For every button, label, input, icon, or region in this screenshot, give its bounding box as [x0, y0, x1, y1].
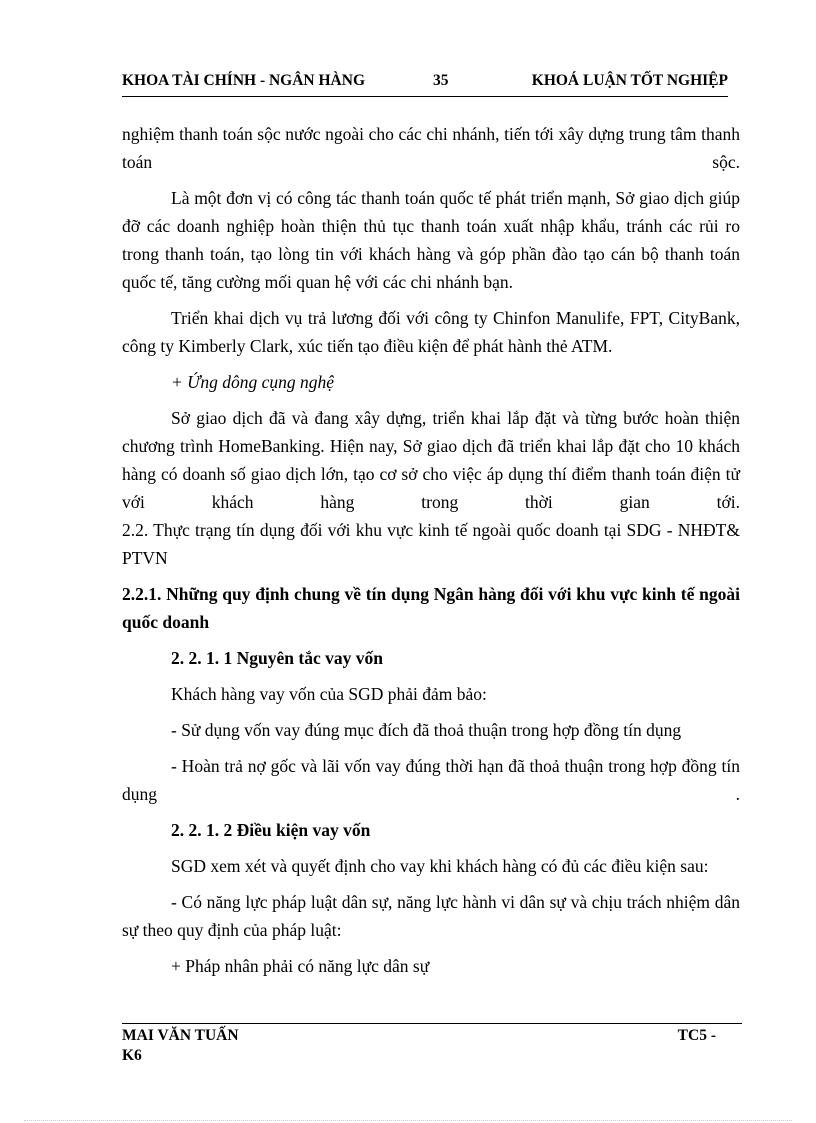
header-thesis-title: KHOÁ LUẬN TỐT NGHIỆP — [531, 72, 728, 89]
document-body — [122, 120, 740, 980]
header-divider — [122, 96, 728, 97]
footer-divider — [122, 1023, 742, 1024]
paragraph-payroll-service: Triển khai dịch vụ trả lương đối với công ty Chinfon Manulife, FPT, CityBank, công ty Kimberly Clark, xúc tiến tạo điều kiện để phát hành thẻ ATM. — [122, 308, 740, 356]
footer-class-year: K6 — [122, 1047, 142, 1064]
paragraph-borrower-requirements: Khách hàng vay vốn của SGD phải đảm bảo: — [171, 684, 487, 704]
section-heading-2-2-1: 2.2.1. Những quy định chung về tín dụng Ngân hàng đối với khu vực kinh tế ngoài quốc doanh — [122, 584, 740, 632]
footer-class-code: TC5 - — [677, 1027, 716, 1044]
paragraph-homebanking: Sở giao dịch đã và đang xây dựng, triển khai lắp đặt và từng bước hoàn thiện chương trình HomeBanking. Hiện nay, Sở giao dịch đã triển khai lắp đặt cho 10 khách hàng có doanh số giao dịch lớn, tạo cơ sở cho việc áp dụng thí điểm thanh toán điện tử với khách hàng trong thời gian tới. — [122, 408, 740, 512]
subsection-heading-2-2-1-1: 2. 2. 1. 1 Nguyên tắc vay vốn — [171, 648, 383, 668]
list-item-repayment: - Hoàn trả nợ gốc và lãi vốn vay đúng thời hạn đã thoả thuận trong hợp đồng tín dụng . — [122, 756, 740, 804]
page-header — [122, 66, 728, 96]
paragraph-loan-conditions: SGD xem xét và quyết định cho vay khi khách hàng có đủ các điều kiện sau: — [171, 856, 709, 876]
list-item-use-of-loan: - Sử dụng vốn vay đúng mục đích đã thoả thuận trong hợp đồng tín dụng — [171, 720, 682, 740]
paragraph-check-payment: nghiệm thanh toán sộc nước ngoài cho các chi nhánh, tiến tới xây dựng trung tâm thanh toán sộc. — [122, 124, 740, 172]
subsection-heading-2-2-1-2: 2. 2. 1. 2 Điều kiện vay vốn — [171, 820, 371, 840]
page-number: 35 — [433, 72, 449, 89]
footer-author: MAI VĂN TUẤN — [122, 1027, 239, 1044]
list-item-legal-capacity: - Có năng lực pháp luật dân sự, năng lực hành vi dân sự và chịu trách nhiệm dân sự theo quy định của pháp luật: — [122, 892, 740, 940]
paragraph-international-payment: Là một đơn vị có công tác thanh toán quốc tế phát triển mạnh, Sở giao dịch giúp đỡ các doanh nghiệp hoàn thiện thủ tục thanh toán xuất nhập khẩu, tránh các rủi ro trong thanh toán, tạo lòng tin với khách hàng và góp phần đào tạo cán bộ thanh toán quốc tế, tăng cường mối quan hệ với các chi nhánh bạn. — [122, 188, 740, 292]
section-heading-2-2: 2.2. Thực trạng tín dụng đối với khu vực kinh tế ngoài quốc doanh tại SDG - NHĐT& PTVN — [122, 520, 740, 568]
list-item-legal-entity: + Pháp nhân phải có năng lực dân sự — [171, 956, 430, 976]
paragraph-tech-heading: + Ứng dông cụng nghệ — [171, 372, 335, 392]
header-faculty: KHOA TÀI CHÍNH - NGÂN HÀNG — [122, 72, 365, 89]
page-bottom-border — [24, 1120, 792, 1121]
